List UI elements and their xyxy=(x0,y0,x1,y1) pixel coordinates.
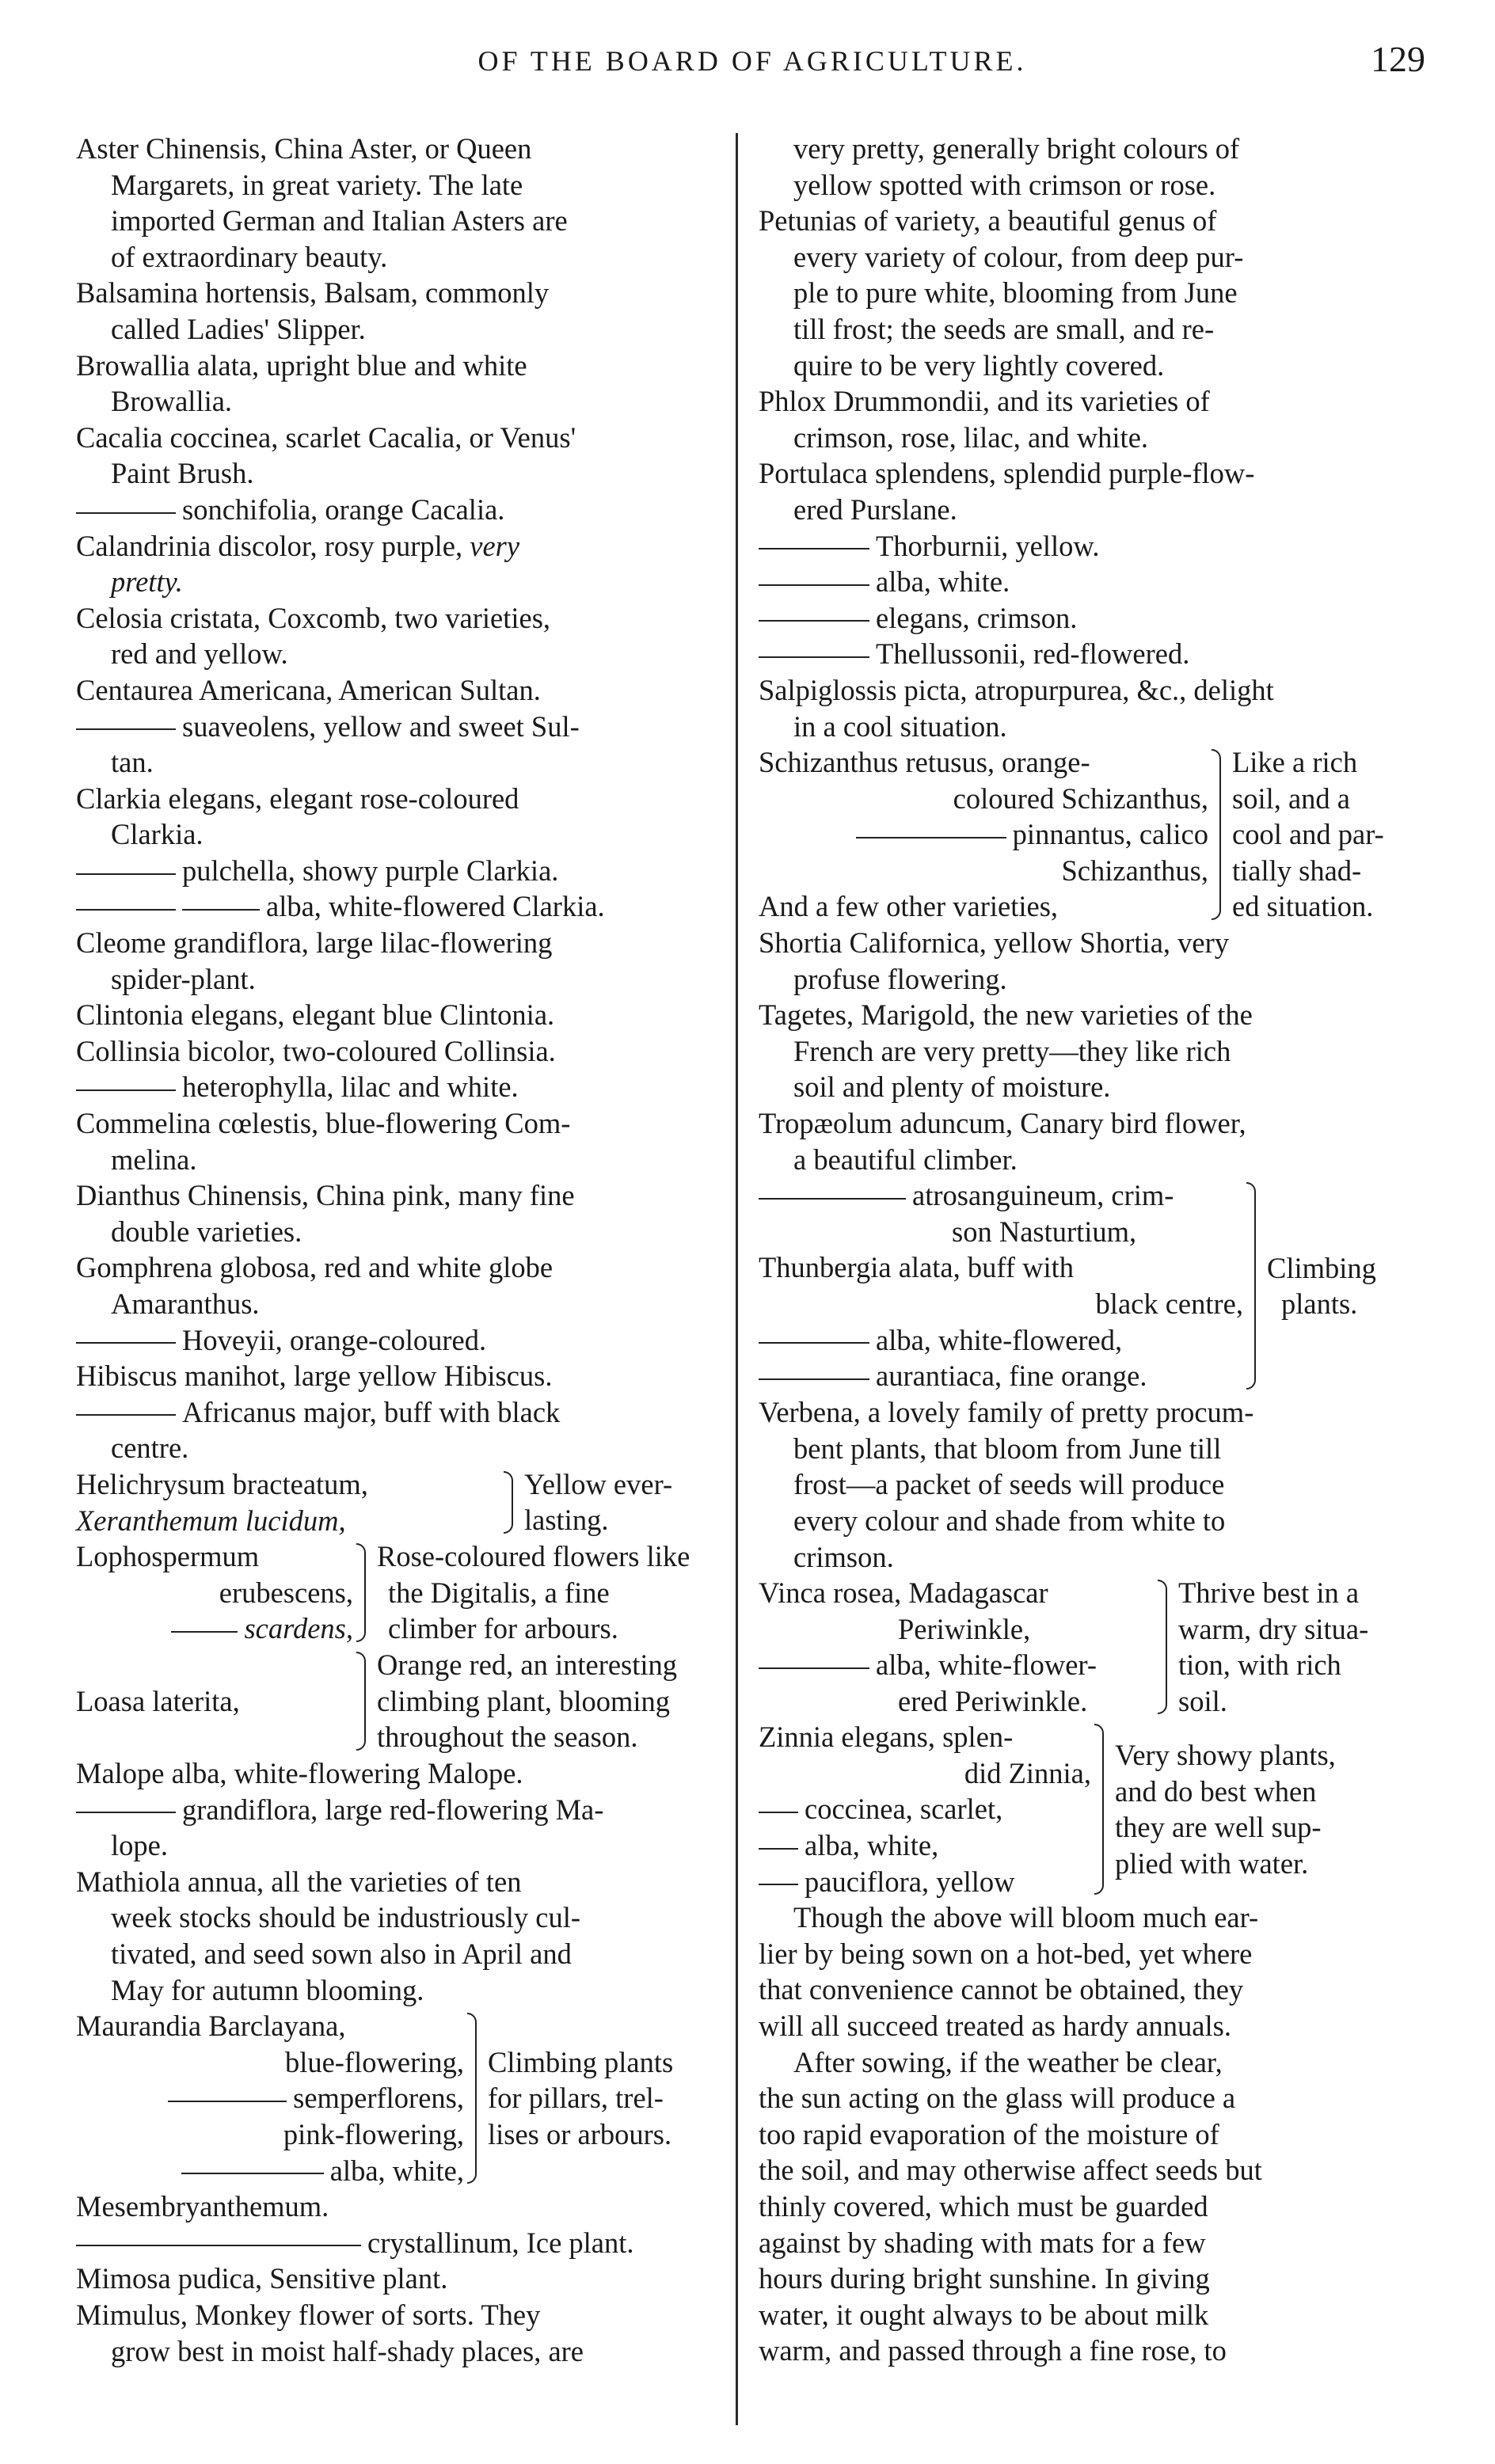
text-line: erubescens, xyxy=(219,1576,353,1609)
text-line: a beautiful climber. xyxy=(793,1143,1018,1176)
group-right xyxy=(1262,1177,1424,1394)
group-right xyxy=(519,1466,757,1538)
text-line: Schizanthus retusus, orange- xyxy=(759,746,1090,779)
ditto-dash xyxy=(759,1667,869,1669)
text-line: Thunbergia alata, buff with xyxy=(759,1251,1075,1284)
text-line: Tagetes, Marigold, the new varieties of the xyxy=(759,998,1253,1032)
text-line: water, it ought always to be about milk xyxy=(759,2298,1209,2331)
dash-entry: alba, white, xyxy=(329,2154,464,2187)
group-left xyxy=(759,1177,1243,1394)
text-line: of extraordinary beauty. xyxy=(111,240,388,273)
dash-entry: Thorburnii, yellow. xyxy=(876,529,1100,562)
text-line: profuse flowering. xyxy=(793,962,1007,995)
text-line: French are very pretty—they like rich xyxy=(793,1034,1231,1067)
text-line: yellow spotted with crimson or rose. xyxy=(793,168,1216,201)
text-line: Cleome grandiflora, large lilac-flowering xyxy=(76,926,553,960)
text-line xyxy=(76,2153,464,2189)
text-line: week stocks should be industriously cul- xyxy=(111,1901,581,1934)
group-left xyxy=(76,1466,500,1538)
dash-entry: aurantiaca, fine orange. xyxy=(876,1359,1147,1393)
ditto-dash xyxy=(759,1812,798,1813)
text-line: the soil, and may otherwise affect seeds but xyxy=(759,2154,1262,2187)
text-line xyxy=(76,528,757,565)
text-line xyxy=(759,636,1424,672)
text-line: Periwinkle, xyxy=(898,1612,1031,1645)
group-left xyxy=(759,1575,1155,1719)
text-line: Vinca rosea, Madagascar xyxy=(759,1576,1048,1610)
text-line: Mathiola annua, all the varieties of ten xyxy=(76,1865,522,1898)
text-line: centre. xyxy=(111,1432,189,1465)
text-line: ple to pure white, blooming from June xyxy=(793,276,1238,310)
text-line: Cacalia coccinea, scarlet Cacalia, or Venus' xyxy=(76,420,576,454)
text-line: Mimosa pudica, Sensitive plant. xyxy=(76,2262,448,2295)
text-line: the Digitalis, a fine xyxy=(388,1576,610,1609)
text-line: Tropæolum aduncum, Canary bird flower, xyxy=(759,1107,1246,1140)
dash-entry: Hoveyii, orange-coloured. xyxy=(182,1323,487,1356)
text-line: blue-flowering, xyxy=(284,2045,464,2078)
group-right xyxy=(1174,1575,1424,1719)
text-line: pink-flowering, xyxy=(283,2117,464,2150)
text-line: Rose-coloured flowers like xyxy=(377,1540,690,1573)
text-line: Climbing plants xyxy=(488,2045,674,2078)
text-line: Schizanthus, xyxy=(1061,854,1208,887)
ditto-dash xyxy=(76,512,176,514)
italic-text: very xyxy=(470,529,520,562)
text-line: spider-plant. xyxy=(111,962,256,995)
text-line xyxy=(76,1610,353,1647)
text-line: Salpiglossis picta, atropurpurea, &c., delight xyxy=(759,673,1274,706)
text-line: May for autumn blooming. xyxy=(111,1973,424,2006)
brace-mark xyxy=(1243,1177,1262,1394)
ditto-dash xyxy=(759,1378,869,1380)
group-left xyxy=(759,1719,1091,1899)
text-line: too rapid evaporation of the moisture of xyxy=(759,2117,1219,2150)
text-line: lasting. xyxy=(524,1504,609,1537)
brace-mark xyxy=(1091,1719,1110,1899)
text-line: son Nasturtium, xyxy=(952,1215,1137,1248)
brace-group-loasa xyxy=(76,1647,757,1755)
text-line: throughout the season. xyxy=(377,1721,638,1754)
text-line: Maurandia Barclayana, xyxy=(76,2010,346,2043)
text-line: did Zinnia, xyxy=(964,1756,1091,1789)
text-line: very pretty, generally bright colours of xyxy=(793,132,1240,165)
dash-entry: alba, white-flowered, xyxy=(876,1323,1123,1356)
text-line: that convenience cannot be obtained, they xyxy=(759,1973,1244,2006)
text-line: Helichrysum bracteatum, xyxy=(76,1467,368,1500)
text-line: warm, dry situa- xyxy=(1178,1612,1369,1645)
ditto-dash xyxy=(759,1848,798,1850)
dash-entry: Africanus major, buff with black xyxy=(182,1395,561,1428)
group-right xyxy=(1227,744,1424,925)
text-line: melina. xyxy=(111,1143,197,1176)
text-line: every colour and shade from white to xyxy=(793,1504,1226,1538)
dash-entry: elegans, crimson. xyxy=(876,601,1078,634)
ditto-dash xyxy=(759,1198,906,1200)
text-line: Like a rich xyxy=(1232,746,1358,779)
text-line xyxy=(759,528,1424,565)
text-line xyxy=(76,853,757,889)
dash-entry: grandiflora, large red-flowering Ma- xyxy=(182,1793,604,1826)
text-line: Aster Chinensis, China Aster, or Queen xyxy=(76,132,532,165)
text-line xyxy=(76,888,757,925)
text-line: tion, with rich xyxy=(1178,1648,1341,1682)
text-line xyxy=(76,1322,757,1359)
text-line: Climbing xyxy=(1267,1251,1376,1284)
text-line: Loasa laterita, xyxy=(76,1684,240,1717)
brace-group-vinca xyxy=(759,1575,1424,1719)
text-line xyxy=(76,1792,757,1828)
ditto-dash xyxy=(759,1884,798,1885)
text-line: tivated, and seed sown also in April and xyxy=(111,1937,572,1970)
brace-mark xyxy=(500,1466,519,1538)
brace-group-lophospermum xyxy=(76,1538,757,1647)
brace-mark xyxy=(353,1647,372,1755)
text-line: will all succeed treated as hardy annuals. xyxy=(759,2010,1231,2042)
text-line xyxy=(76,709,757,745)
brace-mark xyxy=(353,1538,372,1647)
dash-entry: alba, white. xyxy=(876,565,1010,599)
text-line: Though the above will bloom much ear- xyxy=(793,1901,1259,1934)
text-line: plants. xyxy=(1281,1287,1358,1321)
ditto-dash xyxy=(76,909,176,911)
group-right xyxy=(372,1538,757,1647)
text-line xyxy=(759,1647,1155,1683)
ditto-dash xyxy=(76,2245,361,2246)
group-left xyxy=(759,744,1208,925)
text-line: tan. xyxy=(111,746,154,779)
ditto-dash xyxy=(759,656,869,658)
text-line xyxy=(76,2080,464,2116)
ditto-dash xyxy=(76,1342,176,1344)
page-header xyxy=(79,39,1425,92)
text-line xyxy=(759,1864,1091,1900)
dash-entry: suaveolens, yellow and sweet Sul- xyxy=(182,709,580,743)
italic-line: pretty. xyxy=(111,565,183,599)
running-title: OF THE BOARD OF AGRICULTURE. xyxy=(477,45,1027,77)
dash-entry: Thellussonii, red-flowered. xyxy=(876,637,1190,671)
text-line xyxy=(759,600,1424,637)
dash-entry: alba, white, xyxy=(805,1829,939,1861)
text-line: and do best when xyxy=(1115,1774,1317,1808)
text-line: every variety of colour, from deep pur- xyxy=(793,240,1244,273)
text-line: ed situation. xyxy=(1232,890,1374,923)
text-line: Petunias of variety, a beautiful genus of xyxy=(759,204,1217,238)
page-number: 129 xyxy=(1371,39,1425,79)
line-text: Calandrinia discolor, rosy purple, xyxy=(76,529,463,562)
text-line xyxy=(76,2225,757,2261)
text-line xyxy=(76,1069,757,1105)
text-line: Malope alba, white-flowering Malope. xyxy=(76,1756,523,1789)
dash-entry: semperflorens, xyxy=(293,2082,464,2115)
text-line xyxy=(759,564,1424,600)
ditto-dash xyxy=(182,909,260,911)
text-line: Portulaca splendens, splendid purple-flow- xyxy=(759,457,1255,490)
text-line: ered Purslane. xyxy=(793,492,957,526)
text-line: lope. xyxy=(111,1829,168,1862)
text-line: warm, and passed through a fine rose, to xyxy=(759,2334,1227,2367)
text-line: Clintonia elegans, elegant blue Clintonia. xyxy=(76,998,555,1032)
text-line: Lophospermum xyxy=(76,1539,260,1572)
dash-entry: atrosanguineum, crim- xyxy=(912,1179,1174,1212)
text-line: Mesembryanthemum. xyxy=(76,2190,329,2223)
text-line: Centaurea Americana, American Sultan. xyxy=(76,673,541,706)
text-line: crimson. xyxy=(793,1540,894,1573)
text-line: Phlox Drummondii, and its varieties of xyxy=(759,385,1210,418)
text-line: against by shading with mats for a few xyxy=(759,2226,1206,2259)
text-line: Amaranthus. xyxy=(111,1287,260,1320)
dash-entry: pauciflora, yellow xyxy=(805,1865,1015,1898)
dash-entry: alba, white-flower- xyxy=(876,1648,1097,1682)
text-line xyxy=(759,1322,1243,1359)
group-right xyxy=(372,1647,757,1755)
brace-group-helichrysum xyxy=(76,1466,757,1538)
text-line: Mimulus, Monkey flower of sorts. They xyxy=(76,2298,541,2331)
group-right xyxy=(1110,1719,1424,1899)
text-line: Clarkia elegans, elegant rose-coloured xyxy=(76,781,519,815)
text-line xyxy=(759,1358,1243,1394)
text-line: climbing plant, blooming xyxy=(377,1684,671,1717)
text-line: Verbena, a lovely family of pretty procum- xyxy=(759,1396,1254,1429)
text-line: red and yellow. xyxy=(111,637,288,671)
group-left xyxy=(76,1538,353,1647)
text-line: soil. xyxy=(1178,1684,1227,1717)
text-line xyxy=(759,1177,1243,1214)
text-line: Gomphrena globosa, red and white globe xyxy=(76,1251,553,1284)
dash-entry: coccinea, scarlet, xyxy=(805,1793,1003,1826)
brace-group-schizanthus xyxy=(759,744,1424,925)
text-line: black centre, xyxy=(1095,1287,1243,1321)
text-line xyxy=(76,1394,757,1431)
ditto-dash xyxy=(76,873,176,875)
ditto-dash xyxy=(76,1812,176,1813)
brace-mark xyxy=(464,2008,483,2188)
brace-group-maurandia xyxy=(76,2008,757,2188)
dash-entry: pinnantus, calico xyxy=(1012,818,1208,851)
text-line: in a cool situation. xyxy=(793,709,1007,743)
text-line: hours during bright sunshine. In giving xyxy=(759,2262,1210,2295)
ditto-dash xyxy=(181,2173,324,2174)
text-line: And a few other varieties, xyxy=(759,890,1059,923)
text-line: Yellow ever- xyxy=(524,1467,673,1500)
right-column xyxy=(759,131,1424,2369)
ditto-dash xyxy=(856,837,1006,838)
text-line: Balsamina hortensis, Balsam, commonly xyxy=(76,276,550,310)
text-line: cool and par- xyxy=(1232,818,1384,851)
text-line: Shortia Californica, yellow Shortia, very xyxy=(759,926,1229,960)
text-line: quire to be very lightly covered. xyxy=(793,348,1165,382)
text-line: ered Periwinkle. xyxy=(898,1685,1088,1717)
text-line xyxy=(759,1791,1091,1827)
dash-entry: crystallinum, Ice plant. xyxy=(367,2226,634,2259)
text-line xyxy=(759,1827,1091,1864)
text-line: Orange red, an interesting xyxy=(377,1648,678,1682)
text-line: grow best in moist half-shady places, are xyxy=(111,2334,584,2367)
text-line: Commelina cœlestis, blue-flowering Com- xyxy=(76,1107,571,1140)
text-line: climber for arbours. xyxy=(388,1612,618,1645)
brace-mark xyxy=(1208,744,1227,925)
text-line: Margarets, in great variety. The late xyxy=(111,168,523,201)
ditto-dash xyxy=(171,1631,238,1633)
group-right xyxy=(483,2008,757,2188)
text-line xyxy=(76,492,757,528)
italic-text: scardens, xyxy=(244,1612,353,1645)
dash-entry: alba, white-flowered Clarkia. xyxy=(266,890,605,923)
left-column xyxy=(76,131,757,2369)
text-line: imported German and Italian Asters are xyxy=(111,204,568,238)
group-left xyxy=(76,1647,353,1755)
text-line: soil and plenty of moisture. xyxy=(793,1070,1111,1104)
text-line: the sun acting on the glass will produce a xyxy=(759,2082,1236,2115)
text-line: plied with water. xyxy=(1115,1846,1309,1880)
text-line xyxy=(759,816,1208,853)
text-line: till frost; the seeds are small, and re- xyxy=(793,312,1215,345)
text-line: Dianthus Chinensis, China pink, many fine xyxy=(76,1179,575,1212)
text-line: they are well sup- xyxy=(1115,1811,1322,1844)
text-line: lier by being sown on a hot-bed, yet where xyxy=(759,1937,1253,1970)
text-line: Browallia alata, upright blue and white xyxy=(76,348,527,382)
text-line: thinly covered, which must be guarded xyxy=(759,2189,1208,2223)
text-line: double varieties. xyxy=(111,1215,302,1248)
text-line: Celosia cristata, Coxcomb, two varieties, xyxy=(76,601,551,634)
text-line: Thrive best in a xyxy=(1178,1576,1360,1610)
text-line: Paint Brush. xyxy=(111,457,254,490)
ditto-dash xyxy=(759,620,869,622)
ditto-dash xyxy=(76,1089,176,1091)
ditto-dash xyxy=(168,2101,287,2102)
brace-mark xyxy=(1155,1575,1174,1719)
text-line: After sowing, if the weather be clear, xyxy=(793,2045,1223,2078)
group-left xyxy=(76,2008,464,2188)
text-line: Browallia. xyxy=(111,385,233,418)
text-line: crimson, rose, lilac, and white. xyxy=(793,420,1149,454)
brace-group-climbing xyxy=(759,1177,1424,1394)
text-line: Collinsia bicolor, two-coloured Collinsia. xyxy=(76,1034,556,1067)
text-line: called Ladies' Slipper. xyxy=(111,312,366,345)
ditto-dash xyxy=(759,548,869,549)
brace-group-zinnia xyxy=(759,1719,1424,1899)
text-line: bent plants, that bloom from June till xyxy=(793,1432,1222,1465)
dash-entry: sonchifolia, orange Cacalia. xyxy=(182,492,505,526)
text-line: Very showy plants, xyxy=(1115,1739,1336,1772)
text-line: Clarkia. xyxy=(111,818,204,851)
text-line: Zinnia elegans, splen- xyxy=(759,1721,1014,1754)
ditto-dash xyxy=(76,1414,176,1416)
ditto-dash xyxy=(759,584,869,586)
text-line: frost—a packet of seeds will produce xyxy=(793,1468,1225,1501)
text-line: coloured Schizanthus, xyxy=(953,781,1208,815)
text-line: tially shad- xyxy=(1232,854,1362,887)
dash-entry: pulchella, showy purple Clarkia. xyxy=(182,854,559,887)
text-line: Hibiscus manihot, large yellow Hibiscus. xyxy=(76,1359,553,1393)
dash-entry: heterophylla, lilac and white. xyxy=(182,1070,519,1104)
ditto-dash xyxy=(759,1342,869,1344)
text-line: lises or arbours. xyxy=(488,2117,672,2150)
italic-line: Xeranthemum lucidum, xyxy=(76,1504,346,1537)
text-line: soil, and a xyxy=(1232,781,1351,815)
text-line: for pillars, trel- xyxy=(488,2082,664,2115)
ditto-dash xyxy=(76,728,176,730)
